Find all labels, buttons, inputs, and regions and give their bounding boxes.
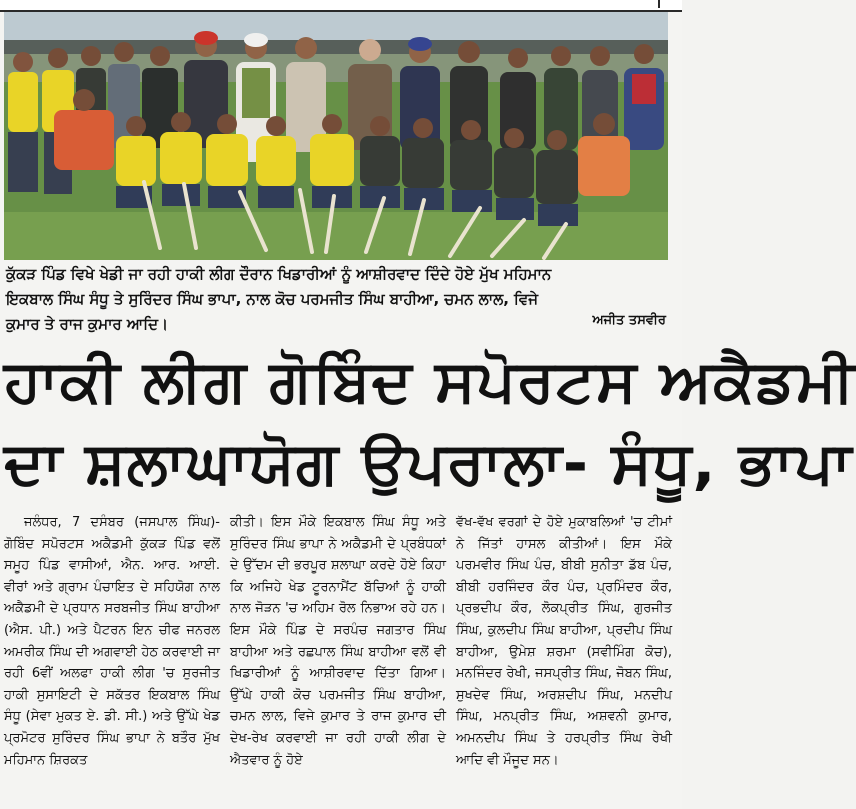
caption-line-1: ਕੁੱਕੜ ਪਿੰਡ ਵਿਖੇ ਖੇਡੀ ਜਾ ਰਹੀ ਹਾਕੀ ਲੀਗ ਦੌਰਾਨ ਖਿਡਾਰੀਆਂ ਨੂੰ ਆਸ਼ੀਰਵਾਦ ਦਿੰਦੇ ਹੋਏ ਮੁੱਖ ਮਹਿਮਾਨ — [6, 265, 552, 283]
photo-credit: ਅਜੀਤ ਤਸਵੀਰ — [592, 313, 666, 328]
article-body — [4, 512, 672, 804]
article-paragraph: ਕੀਤੀ। ਇਸ ਮੌਕੇ ਇਕਬਾਲ ਸਿੰਘ ਸੰਧੂ ਅਤੇ ਸੁਰਿੰਦਰ ਸਿੰਘ ਭਾਪਾ ਨੇ ਅਕੈਡਮੀ ਦੇ ਪ੍ਰਬੰਧਕਾਂ ਦੇ ਉੱਦਮ ਦੀ ਭਰਪੂਰ ਸ਼ਲਾਘਾ ਕਰਦੇ ਹੋਏ ਕਿਹਾ ਕਿ ਅਜਿਹੇ ਖੇਡ ਟੂਰਨਾਮੈਂਟ ਬੱਚਿਆਂ ਨੂੰ ਹਾਕੀ ਨਾਲ ਜੋੜਨ 'ਚ ਅਹਿਮ ਰੋਲ ਨਿਭਾਅ ਰਹੇ ਹਨ। ਇਸ ਮੌਕੇ ਪਿੰਡ ਦੇ ਸਰਪੰਚ ਜਗਤਾਰ ਸਿੰਘ ਬਾਹੀਆ ਅਤੇ ਰਛਪਾਲ ਸਿੰਘ ਬਾਹੀਆ ਵਲੋਂ ਵੀ ਖਿਡਾਰੀਆਂ ਨੂੰ ਆਸ਼ੀਰਵਾਦ ਦਿੱਤਾ ਗਿਆ। ਉੱਘੇ ਹਾਕੀ ਕੋਚ ਪਰਮਜੀਤ ਸਿੰਘ ਬਾਹੀਆ, ਚਮਨ ਲਾਲ, ਵਿਜੇ ਕੁਮਾਰ ਤੇ ਰਾਜ ਕੁਮਾਰ ਦੀ ਦੇਖ-ਰੇਖ ਕਰਵਾਈ ਜਾ ਰਹੀ ਹਾਕੀ ਲੀਗ ਦੇ ਐਤਵਾਰ ਨੂੰ ਹੋਏ — [230, 515, 446, 768]
team-photo — [4, 12, 668, 260]
top-border — [0, 0, 682, 12]
headline-line-1: ਹਾਕੀ ਲੀਗ ਗੋਬਿੰਦ ਸਪੋਰਟਸ ਅਕੈਡਮੀ — [4, 347, 856, 415]
article-paragraph: ਵੱਖ-ਵੱਖ ਵਰਗਾਂ ਦੇ ਹੋਏ ਮੁਕਾਬਲਿਆਂ 'ਚ ਟੀਮਾਂ ਨੇ ਜਿੱਤਾਂ ਹਾਸਲ ਕੀਤੀਆਂ। ਇਸ ਮੌਕੇ ਪਰਮਵੀਰ ਸਿੰਘ ਪੰਚ, ਬੀਬੀ ਸੁਨੀਤਾ ਡੱਬ ਪੰਚ, ਬੀਬੀ ਹਰਜਿੰਦਰ ਕੌਰ ਪੰਚ, ਪ੍ਰਮਿੰਦਰ ਕੌਰ, ਪ੍ਰਭਦੀਪ ਕੌਰ, ਲੋਕਪ੍ਰੀਤ ਸਿੰਘ, ਗੁਰਜੀਤ ਸਿੰਘ, ਕੁਲਦੀਪ ਸਿੰਘ ਬਾਹੀਆ, ਪ੍ਰਦੀਪ ਸਿੰਘ ਬਾਹੀਆ, ਉਮੇਸ਼ ਸ਼ਰਮਾ (ਸਵੀਮਿੰਗ ਕੋਚ), ਮਨਜਿੰਦਰ ਰੇਖੀ, ਜਸਪ੍ਰੀਤ ਸਿੰਘ, ਜੋਬਨ ਸਿੰਘ, ਸੁਖਦੇਵ ਸਿੰਘ, ਅਰਸ਼ਦੀਪ ਸਿੰਘ, ਮਨਦੀਪ ਸਿੰਘ, ਮਨਪ੍ਰੀਤ ਸਿੰਘ, ਅਸ਼ਵਨੀ ਕੁਮਾਰ, ਅਮਨਦੀਪ ਸਿੰਘ ਤੇ ਹਰਪ੍ਰੀਤ ਸਿੰਘ ਰੇਖੀ ਆਦਿ ਵੀ ਮੌਜੂਦ ਸਨ। — [456, 515, 672, 768]
headline-line-2: ਦਾ ਸ਼ਲਾਘਾਯੋਗ ਉਪਰਾਲਾ- ਸੰਧੂ, ਭਾਪਾ — [4, 429, 853, 497]
article-column-2 — [230, 512, 446, 804]
caption-line-2: ਇਕਬਾਲ ਸਿੰਘ ਸੰਧੂ ਤੇ ਸੁਰਿੰਦਰ ਸਿੰਘ ਭਾਪਾ, ਨਾਲ ਕੋਚ ਪਰਮਜੀਤ ਸਿੰਘ ਬਾਹੀਆ, ਚਮਨ ਲਾਲ, ਵਿਜੇ — [6, 290, 538, 308]
article-paragraph: ਜਲੰਧਰ, 7 ਦਸੰਬਰ (ਜਸਪਾਲ ਸਿੰਘ)- ਗੋਬਿੰਦ ਸਪੋਰਟਸ ਅਕੈਡਮੀ ਕੁੱਕੜ ਪਿੰਡ ਵਲੋਂ ਸਮੂਹ ਪਿੰਡ ਵਾਸੀਆਂ, ਐਨ. ਆਰ. ਆਈ. ਵੀਰਾਂ ਅਤੇ ਗ੍ਰਾਮ ਪੰਚਾਇਤ ਦੇ ਸਹਿਯੋਗ ਨਾਲ ਅਕੈਡਮੀ ਦੇ ਪ੍ਰਧਾਨ ਸਰਬਜੀਤ ਸਿੰਘ ਬਾਹੀਆ (ਐਸ. ਪੀ.) ਅਤੇ ਪੈਟਰਨ ਇਨ ਚੀਫ ਜਨਰਲ ਅਮਰੀਕ ਸਿੰਘ ਦੀ ਅਗਵਾਈ ਹੇਠ ਕਰਵਾਈ ਜਾ ਰਹੀ 6ਵੀਂ ਅਲਫਾ ਹਾਕੀ ਲੀਗ 'ਚ ਸੁਰਜੀਤ ਹਾਕੀ ਸੁਸਾਇਟੀ ਦੇ ਸਕੱਤਰ ਇਕਬਾਲ ਸਿੰਘ ਸੰਧੂ (ਸੇਵਾ ਮੁਕਤ ਏ. ਡੀ. ਸੀ.) ਅਤੇ ਉੱਘੇ ਖੇਡ ਪ੍ਰਮੋਟਰ ਸੁਰਿੰਦਰ ਸਿੰਘ ਭਾਪਾ ਨੇ ਬਤੌਰ ਮੁੱਖ ਮਹਿਮਾਨ ਸ਼ਿਰਕਤ — [4, 515, 220, 768]
headline — [4, 340, 856, 504]
article-column-1 — [4, 512, 220, 804]
article-column-3 — [456, 512, 672, 804]
photo-caption — [6, 262, 668, 337]
caption-line-3: ਕੁਮਾਰ ਤੇ ਰਾਜ ਕੁਮਾਰ ਆਦਿ। — [6, 315, 169, 333]
